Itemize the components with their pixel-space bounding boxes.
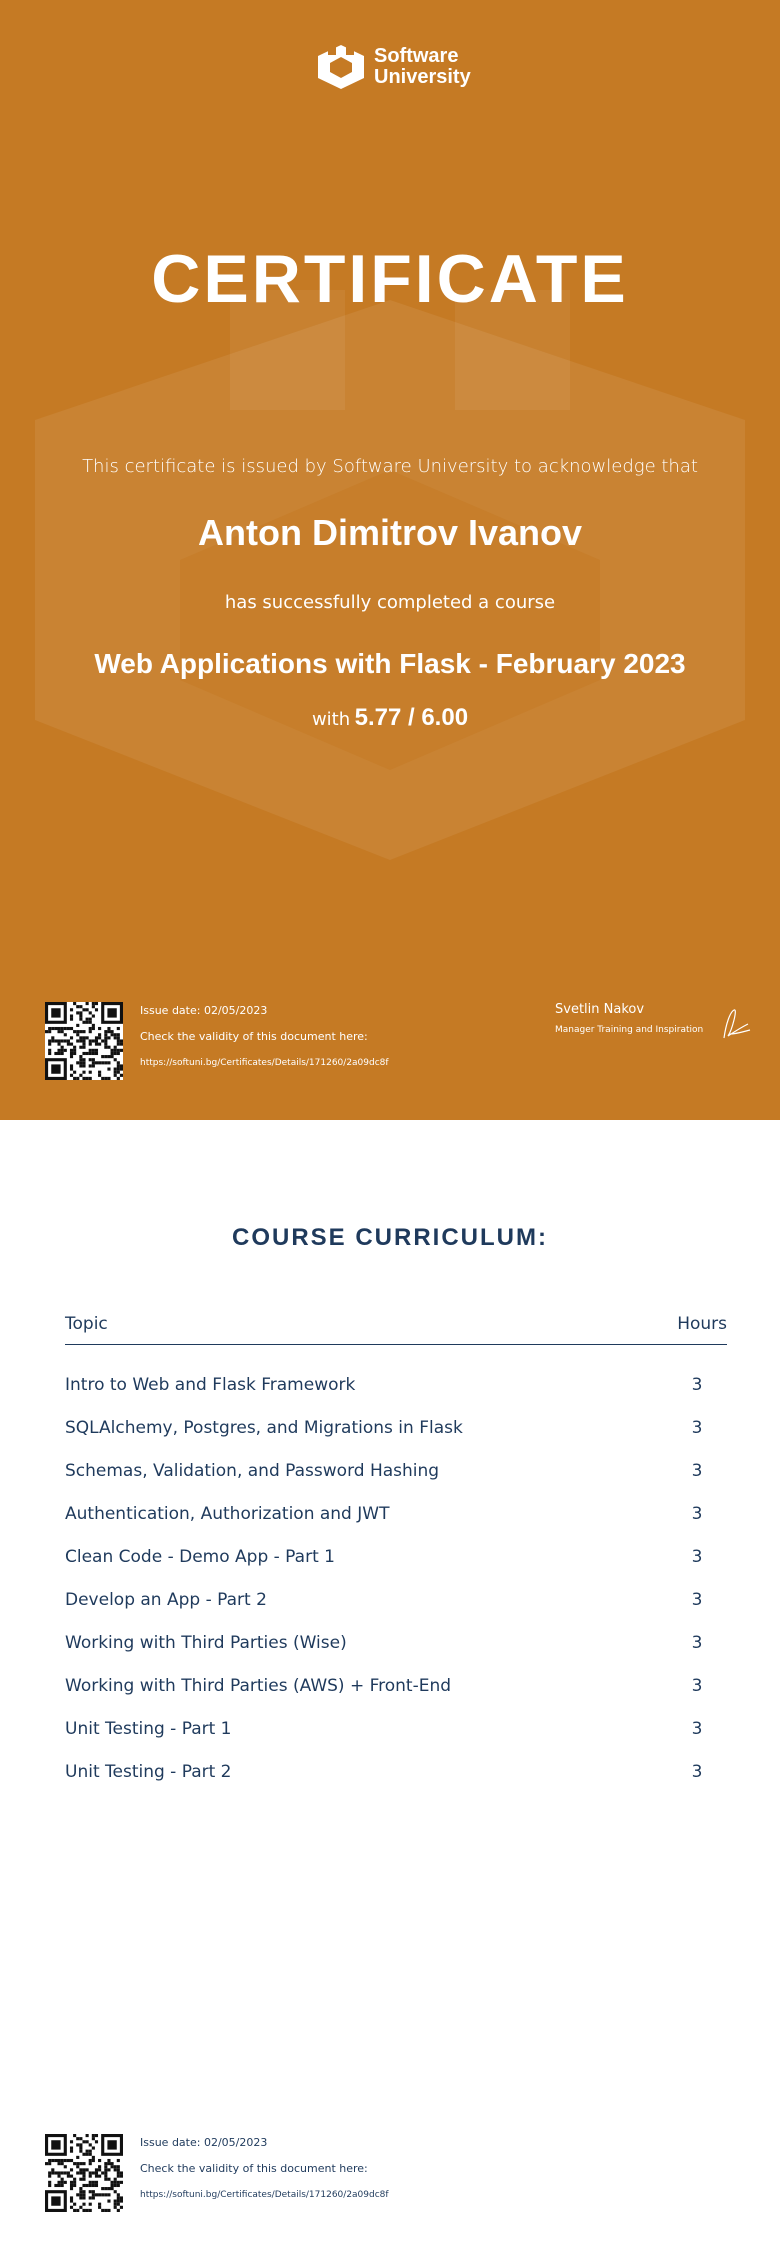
signer [555, 1002, 703, 1035]
grade-prefix: with [311, 709, 351, 730]
certificate-title: CERTIFICATE [151, 241, 629, 317]
row-topic: Unit Testing - Part 2 [65, 1761, 232, 1782]
brand-line2: University [374, 66, 471, 88]
validity-check-text: Check the validity of this document here: [140, 2162, 368, 2175]
row-topic: Authentication, Authorization and JWT [65, 1503, 390, 1524]
certificate-intro: This certificate is issued by Software University to acknowledge that [82, 456, 698, 477]
row-hours: 3 [691, 1761, 703, 1782]
row-topic: Intro to Web and Flask Framework [65, 1374, 356, 1395]
table-header [65, 1314, 727, 1345]
qr-code[interactable] [45, 1002, 123, 1080]
grade-line [0, 704, 780, 732]
table-row [65, 1535, 727, 1578]
validity-check-text: Check the validity of this document here: [140, 1030, 368, 1043]
validity-url[interactable]: https://softuni.bg/Certificates/Details/171260/2a09dc8f [140, 2190, 389, 2200]
table-row [65, 1406, 727, 1449]
qr-code-footer[interactable] [45, 2134, 123, 2212]
row-hours: 3 [691, 1546, 703, 1567]
validity-info [140, 1004, 389, 1082]
issue-date: Issue date: 02/05/2023 [140, 1004, 268, 1017]
curriculum-table [65, 1314, 727, 1793]
signer-role: Manager Training and Inspiration [555, 1025, 704, 1035]
signature-image [718, 1004, 754, 1044]
softuni-logo-icon [314, 42, 368, 92]
row-hours: 3 [691, 1417, 703, 1438]
table-row [65, 1621, 727, 1664]
softuni-logo [314, 42, 471, 92]
row-hours: 3 [691, 1718, 703, 1739]
curriculum-title: COURSE CURRICULUM: [232, 1224, 548, 1251]
course-name: Web Applications with Flask - February 2023 [94, 648, 686, 679]
table-row [65, 1664, 727, 1707]
row-topic: Schemas, Validation, and Password Hashing [65, 1460, 440, 1481]
grade-value: 5.77 / 6.00 [354, 704, 469, 731]
certificate-page [0, 0, 780, 1120]
column-topic: Topic [65, 1314, 108, 1334]
row-hours: 3 [691, 1374, 703, 1395]
completion-text: has successfully completed a course [224, 592, 556, 613]
brand-line1: Software [374, 45, 459, 67]
row-hours: 3 [691, 1589, 703, 1610]
watermark-logo [0, 0, 780, 1120]
column-hours: Hours [677, 1314, 727, 1334]
row-topic: SQLAlchemy, Postgres, and Migrations in Flask [65, 1417, 463, 1438]
row-topic: Working with Third Parties (AWS) + Front-End [65, 1675, 452, 1696]
table-row [65, 1492, 727, 1535]
issue-date: Issue date: 02/05/2023 [140, 2136, 268, 2149]
row-hours: 3 [691, 1675, 703, 1696]
row-hours: 3 [691, 1460, 703, 1481]
validity-url[interactable]: https://softuni.bg/Certificates/Details/171260/2a09dc8f [140, 1058, 389, 1068]
table-row [65, 1578, 727, 1621]
row-hours: 3 [691, 1632, 703, 1653]
row-hours: 3 [691, 1503, 703, 1524]
table-row [65, 1750, 727, 1793]
row-topic: Develop an App - Part 2 [65, 1589, 267, 1610]
recipient-name: Anton Dimitrov Ivanov [197, 512, 583, 553]
table-row [65, 1449, 727, 1492]
row-topic: Clean Code - Demo App - Part 1 [65, 1546, 335, 1567]
row-topic: Working with Third Parties (Wise) [65, 1632, 347, 1653]
validity-info-footer [140, 2136, 389, 2214]
table-row [65, 1363, 727, 1406]
signer-name: Svetlin Nakov [555, 1002, 645, 1017]
table-row [65, 1707, 727, 1750]
row-topic: Unit Testing - Part 1 [65, 1718, 232, 1739]
